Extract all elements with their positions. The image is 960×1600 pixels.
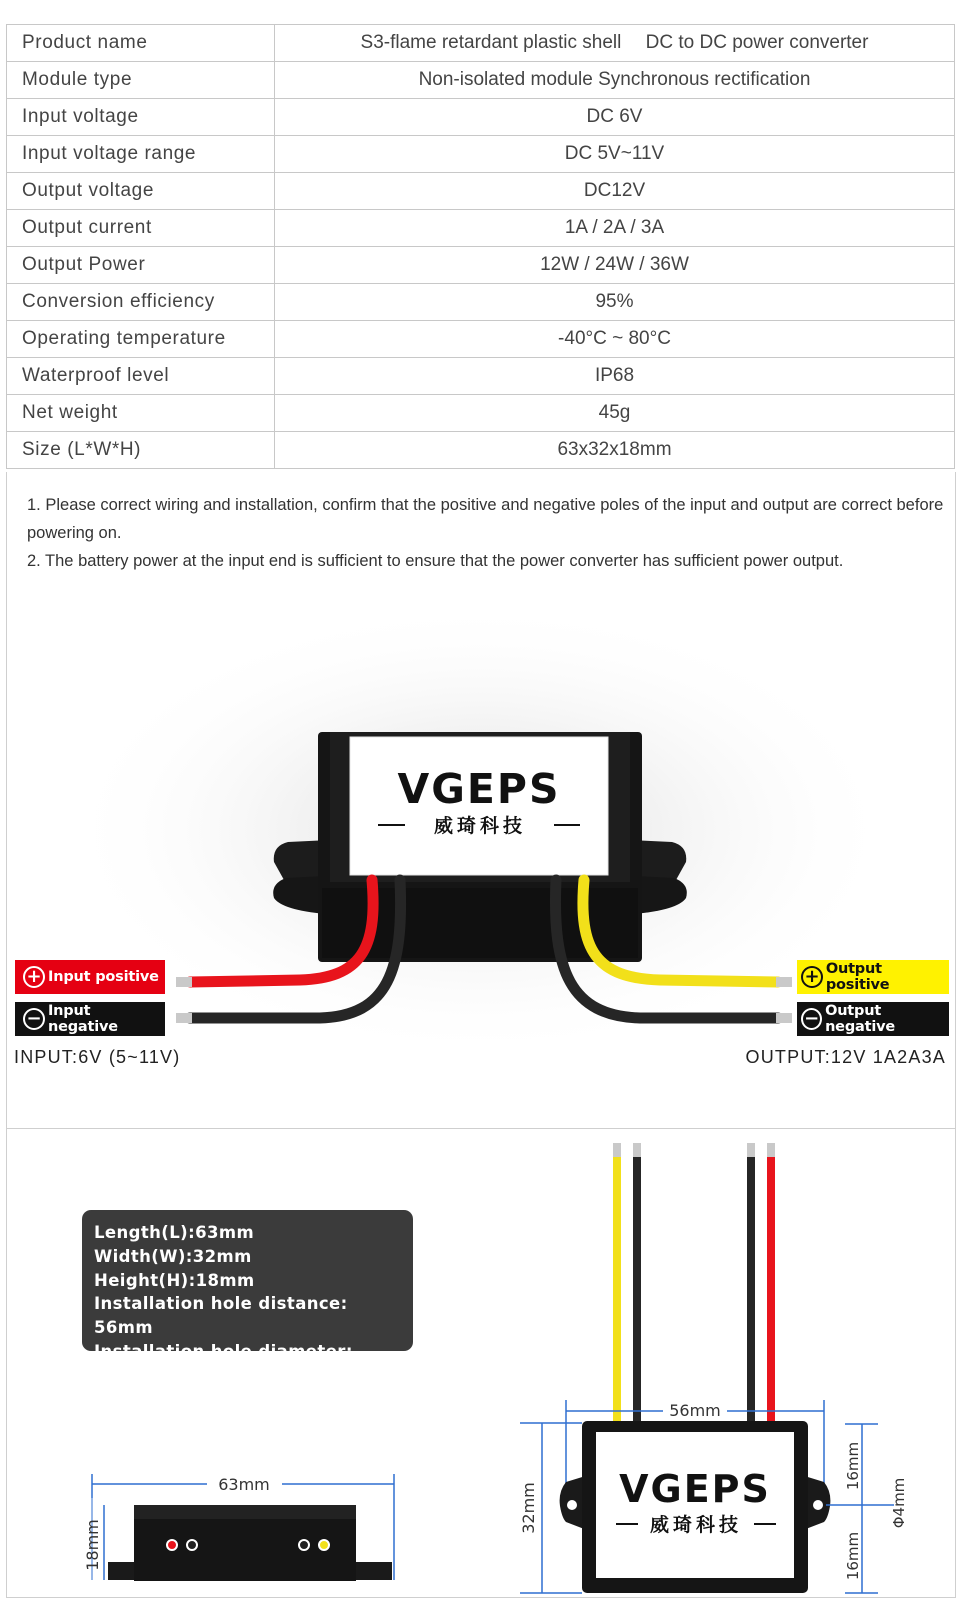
- dim-hole-distance: Installation hole distance: 56mm: [94, 1294, 348, 1338]
- top-tip-4: [767, 1143, 775, 1157]
- spec-value: S3-flame retardant plastic shell DC to DC power converter: [275, 25, 955, 62]
- output-spec-text: OUTPUT:12V 1A2A3A: [745, 1047, 946, 1067]
- spec-label: Size (L*W*H): [7, 432, 275, 469]
- spec-row: [7, 99, 955, 136]
- dim-hole-diameter: Installation hole diameter: 4mm: [94, 1341, 353, 1385]
- spec-row: [7, 136, 955, 173]
- top-tip-3: [747, 1143, 755, 1157]
- top-hole-distance-label: 56mm: [669, 1401, 721, 1420]
- brand-logo-text: VGEPS: [397, 765, 561, 813]
- spec-row: [7, 395, 955, 432]
- plus-icon: +: [801, 966, 823, 988]
- spec-row: [7, 247, 955, 284]
- notes: [27, 491, 947, 575]
- input-negative-label: [15, 1002, 165, 1036]
- frame-bottom-line: [6, 1597, 956, 1598]
- input-positive-tip: [176, 977, 192, 987]
- output-negative-tip: [776, 1013, 792, 1023]
- top-brand-text: VGEPS: [619, 1467, 771, 1511]
- top-tip-1: [613, 1143, 621, 1157]
- dim-height: Height(H):18mm: [94, 1270, 255, 1290]
- side-length-label: 63mm: [218, 1475, 270, 1494]
- spec-value: -40°C ~ 80°C: [275, 321, 955, 358]
- spec-row: [7, 432, 955, 469]
- spec-row: [7, 358, 955, 395]
- dim-width: Width(W):32mm: [94, 1246, 252, 1266]
- top-half-lower-label: 16mm: [844, 1531, 862, 1581]
- section-divider: [6, 1128, 956, 1129]
- spec-label: Operating temperature: [7, 321, 275, 358]
- side-body-top: [134, 1505, 356, 1519]
- spec-label: Output current: [7, 210, 275, 247]
- spec-row: [7, 173, 955, 210]
- top-hole-diameter-label: Φ4mm: [890, 1477, 908, 1529]
- spec-row: [7, 62, 955, 99]
- spec-value: 45g: [275, 395, 955, 432]
- output-positive-tip: [776, 977, 792, 987]
- spec-row: [7, 284, 955, 321]
- input-positive-label: [15, 960, 165, 994]
- top-hole-right: [813, 1500, 823, 1510]
- side-wire-yellow: [319, 1540, 329, 1550]
- top-width-label: 32mm: [519, 1482, 538, 1534]
- spec-value: IP68: [275, 358, 955, 395]
- input-negative-tip: [176, 1013, 192, 1023]
- spec-label: Waterproof level: [7, 358, 275, 395]
- output-negative-label: [797, 1002, 949, 1036]
- top-hole-left: [567, 1500, 577, 1510]
- input-negative-text: Input negative: [47, 1003, 118, 1035]
- spec-label: Product name: [7, 25, 275, 62]
- spec-row: [7, 321, 955, 358]
- spec-value: DC12V: [275, 173, 955, 210]
- side-height-label: 18mm: [83, 1519, 102, 1571]
- spec-label: Net weight: [7, 395, 275, 432]
- note-2: 2. The battery power at the input end is sufficient to ensure that the power converter has sufficient power output.: [27, 552, 844, 570]
- output-negative-text: Output negative: [825, 1003, 895, 1035]
- spec-value: 12W / 24W / 36W: [275, 247, 955, 284]
- top-view-drawing: [510, 1140, 910, 1595]
- top-half-upper-label: 16mm: [844, 1441, 862, 1491]
- top-tip-2: [633, 1143, 641, 1157]
- top-brand-sub-text: 威琦科技: [649, 1514, 743, 1536]
- spec-label: Input voltage: [7, 99, 275, 136]
- spec-label: Conversion efficiency: [7, 284, 275, 321]
- spec-table: [6, 24, 955, 469]
- output-positive-text: Output positive: [825, 961, 890, 993]
- spec-value: 95%: [275, 284, 955, 321]
- side-wire-red: [167, 1540, 177, 1550]
- spec-label: Module type: [7, 62, 275, 99]
- spec-row: [7, 25, 955, 62]
- output-positive-label: [797, 960, 949, 994]
- input-spec-text: INPUT:6V (5~11V): [14, 1047, 181, 1067]
- minus-icon: −: [23, 1008, 45, 1030]
- spec-row: [7, 210, 955, 247]
- input-positive-text: Input positive: [48, 969, 159, 985]
- spec-value: 1A / 2A / 3A: [275, 210, 955, 247]
- spec-label: Input voltage range: [7, 136, 275, 173]
- dimension-card: [82, 1210, 413, 1385]
- plus-icon: +: [23, 966, 45, 988]
- note-1: 1. Please correct wiring and installation, confirm that the positive and negative poles of the input and output are correct before powering on.: [27, 496, 944, 542]
- spec-value: 63x32x18mm: [275, 432, 955, 469]
- spec-value: DC 5V~11V: [275, 136, 955, 173]
- spec-value: Non-isolated module Synchronous rectification: [275, 62, 955, 99]
- brand-sub-text: 威琦科技: [433, 815, 527, 837]
- spec-label: Output voltage: [7, 173, 275, 210]
- side-wire-black-2: [299, 1540, 309, 1550]
- minus-icon: −: [801, 1008, 822, 1030]
- spec-label: Output Power: [7, 247, 275, 284]
- side-wire-black-1: [187, 1540, 197, 1550]
- side-view-drawing: [70, 1460, 410, 1590]
- dim-length: Length(L):63mm: [94, 1223, 255, 1242]
- spec-value: DC 6V: [275, 99, 955, 136]
